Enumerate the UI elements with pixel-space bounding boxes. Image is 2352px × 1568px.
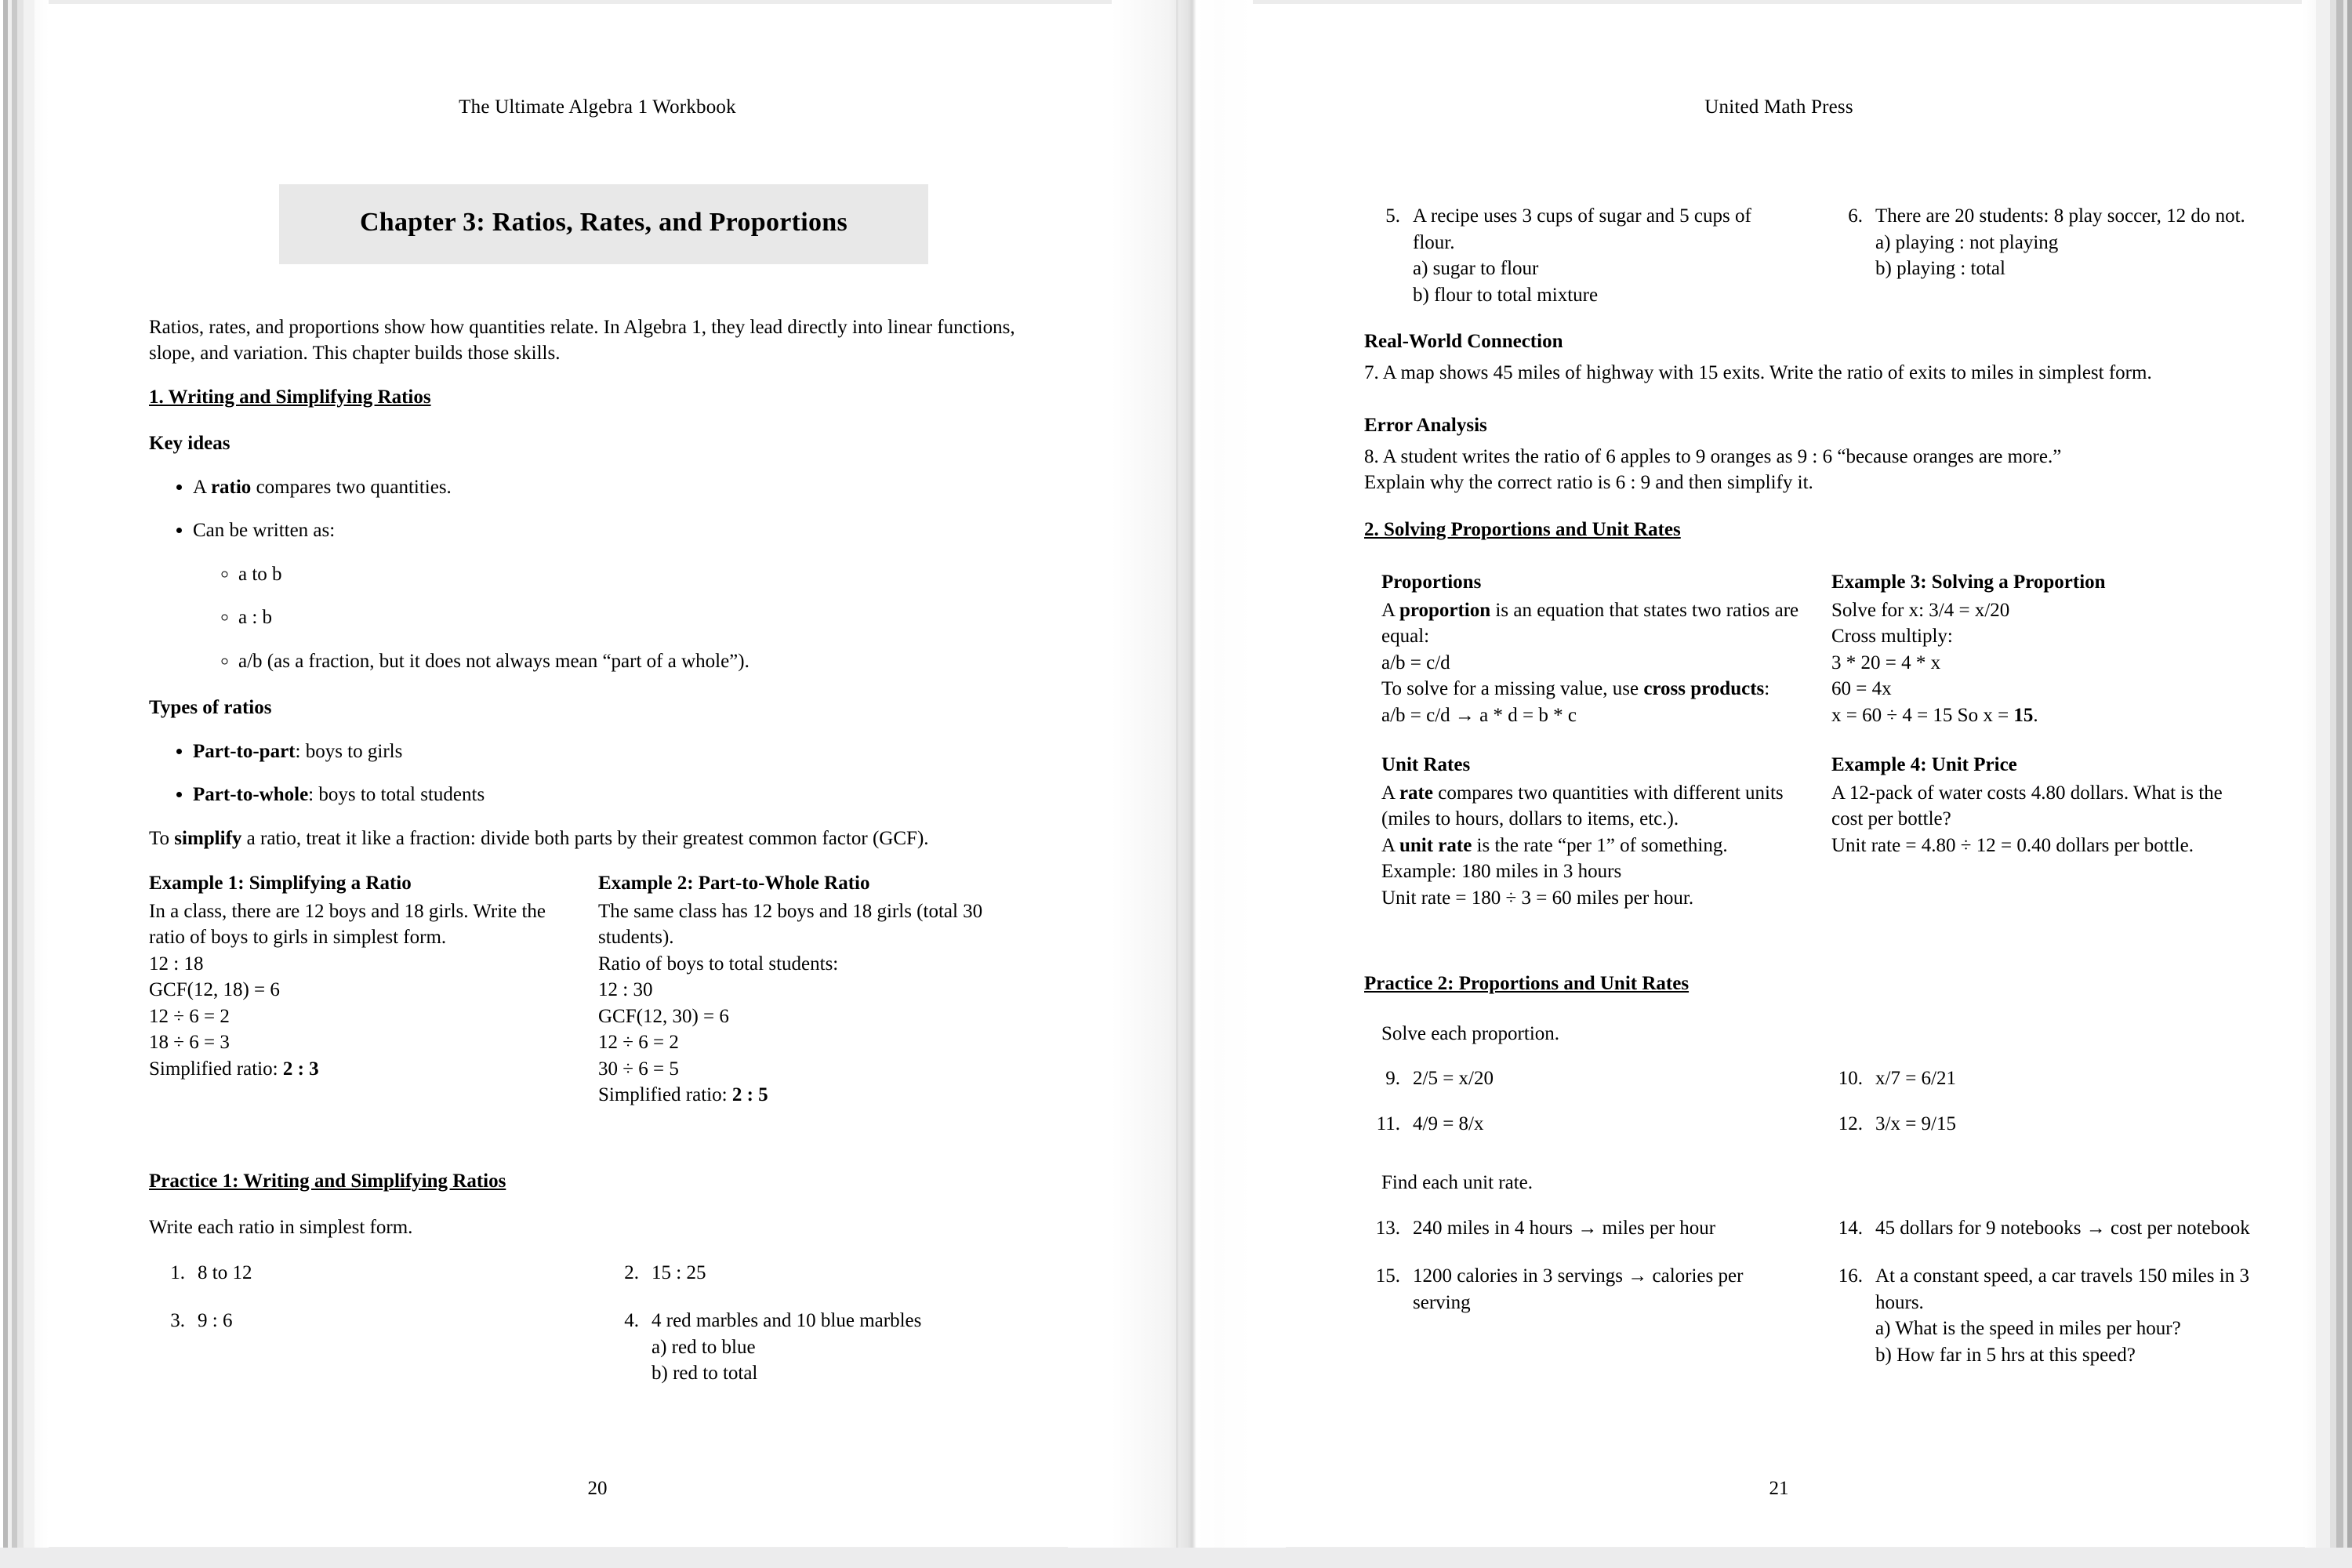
ratio-type-item [193, 782, 1025, 808]
practice-item-text: 4/9 = 8/x [1413, 1112, 1484, 1134]
example-2-line: The same class has 12 boys and 18 girls (total 30 students). [598, 900, 983, 949]
example-3-line: 3 * 20 = 4 * x [1831, 652, 1941, 673]
practice-item-sub: b) flour to total mixture [1413, 284, 1599, 306]
practice-item-text-group [1875, 1263, 2258, 1368]
practice-item [1827, 203, 2258, 308]
practice-item [1364, 203, 1795, 308]
key-idea-item [193, 517, 1025, 674]
practice-1-continued-grid [1364, 203, 2258, 314]
practice-item-text: 15 : 25 [652, 1261, 706, 1283]
example-3-line: Cross multiply: [1831, 626, 1953, 647]
practice-item-text-group [1875, 203, 2258, 308]
practice-item-sub: b) playing : total [1875, 258, 2005, 279]
practice-2-grid-proportions [1364, 1065, 2258, 1143]
ratio-type-2-post: : boys to total students [308, 784, 485, 806]
practice-item-number: 12. [1838, 1112, 1863, 1134]
practice-item-sub: a) red to blue [652, 1336, 756, 1358]
example-2-result-label: Simplified ratio: [598, 1084, 732, 1106]
left-page-number: 20 [587, 1478, 608, 1499]
practice-item-sub: b) red to total [652, 1363, 758, 1385]
spacer [1364, 911, 2258, 953]
simplify-post: a ratio, treat it like a fraction: divide both parts by their greatest common factor (GCF). [241, 827, 929, 849]
practice-item-text: A recipe uses 3 cups of sugar and 5 cups of flour. [1413, 205, 1751, 253]
unit-rates-line-1-pre: A [1381, 782, 1399, 804]
left-page-content [149, 184, 1025, 1393]
practice-item-number: 11. [1376, 1112, 1400, 1134]
practice-item [149, 1308, 572, 1387]
practice-item-sub: b) How far in 5 hrs at this speed? [1875, 1344, 2136, 1366]
practice-item [1364, 1263, 1795, 1368]
desk-surface [0, 1548, 2352, 1568]
unit-rates-line-2-pre: A [1381, 834, 1399, 856]
proportions-line-2: a/b = c/d [1381, 652, 1450, 673]
unit-rates-title: Unit Rates [1381, 754, 1471, 775]
right-page-content [1364, 184, 2258, 1374]
practice-item [1364, 1111, 1795, 1138]
practice-item [603, 1308, 1025, 1387]
proportions-line-3-post: : [1764, 678, 1770, 699]
practice-item [1827, 1263, 2258, 1368]
ratio-type-2-bold: Part-to-whole [193, 784, 309, 806]
ratio-type-1-post: : boys to girls [295, 740, 403, 762]
examples-1-2-row [149, 870, 1025, 1109]
example-4-title: Example 4: Unit Price [1831, 754, 2017, 775]
example-4-block [1831, 752, 2258, 911]
key-idea-2-label: Can be written as: [193, 520, 336, 542]
practice-item-number: 4. [624, 1310, 639, 1332]
error-analysis-heading: Error Analysis [1364, 415, 1487, 436]
practice-item-text-group [1413, 203, 1795, 308]
unit-rates-line-2 [1381, 833, 1808, 859]
types-of-ratios-list [149, 739, 1025, 808]
key-ideas-list [149, 474, 1025, 675]
written-as-item: ◦ a to b [238, 561, 1025, 588]
practice-item-number: 2. [624, 1261, 639, 1283]
key-idea-1-post: compares two quantities. [251, 476, 452, 498]
example-1-title: Example 1: Simplifying a Ratio [149, 873, 412, 895]
key-idea-1-pre: A [193, 476, 211, 498]
simplify-paragraph [149, 826, 1025, 852]
practice-item-text: x/7 = 6/21 [1875, 1068, 1956, 1089]
example-2-line: 12 : 30 [598, 979, 653, 1001]
proportions-line-1-pre: A [1381, 599, 1399, 621]
example-2-line: GCF(12, 30) = 6 [598, 1005, 729, 1027]
proportions-title: Proportions [1381, 572, 1482, 593]
example-1-line: 18 ÷ 6 = 3 [149, 1032, 230, 1054]
written-as-item: ◦ a : b [238, 604, 1025, 631]
practice-item-number: 16. [1838, 1265, 1863, 1287]
example-3-result [1831, 702, 2258, 729]
chapter-title: Chapter 3: Ratios, Rates, and Proportions [359, 208, 848, 237]
example-2-title: Example 2: Part-to-Whole Ratio [598, 873, 870, 895]
practice-item-sub: a) playing : not playing [1875, 231, 2059, 253]
practice-item [1364, 1065, 1795, 1092]
practice-2-heading: Practice 2: Proportions and Unit Rates [1364, 973, 1690, 994]
practice-item [1364, 1215, 1795, 1242]
right-page-number: 21 [1769, 1478, 1789, 1499]
book-gutter [1112, 0, 1253, 1568]
proportions-line-1-bold: proportion [1399, 599, 1491, 621]
example-4-line: A 12-pack of water costs 4.80 dollars. What is the cost per bottle? [1831, 782, 2223, 829]
spacer [1364, 398, 2258, 412]
right-page-edge-stack [2302, 0, 2352, 1568]
types-of-ratios-heading: Types of ratios [149, 697, 272, 719]
proportions-line-4: a/b = c/d → a * d = b * c [1381, 704, 1577, 726]
unit-rates-line-3: Example: 180 miles in 3 hours [1381, 861, 1622, 882]
example-3-line: Solve for x: 3/4 = x/20 [1831, 599, 2010, 621]
practice-item-text: At a constant speed, a car travels 150 miles in 3 hours. [1875, 1265, 2249, 1313]
example-1-line: 12 : 18 [149, 953, 204, 975]
key-idea-1-bold: ratio [210, 476, 252, 498]
example-3-result-pre: x = 60 ÷ 4 = 15 So x = [1831, 704, 2014, 726]
practice-item-number: 13. [1375, 1217, 1400, 1239]
example-1-result [149, 1056, 576, 1083]
practice-item-text: There are 20 students: 8 play soccer, 12 do not. [1875, 205, 2245, 227]
practice-1-heading: Practice 1: Writing and Simplifying Ratios [149, 1170, 506, 1192]
practice-item-number: 5. [1385, 205, 1400, 227]
proportions-block [1381, 569, 1808, 728]
left-running-head: The Ultimate Algebra 1 Workbook [459, 96, 736, 118]
practice-item-text-group [652, 1308, 1025, 1387]
example-2-line: Ratio of boys to total students: [598, 953, 839, 975]
example-1-block [149, 870, 576, 1109]
proportions-example3-row [1364, 569, 2258, 728]
unit-rates-example4-row [1364, 752, 2258, 911]
practice-item-text: 3/x = 9/15 [1875, 1112, 1956, 1134]
example-3-result-post: . [2033, 704, 2038, 726]
example-2-block [598, 870, 1025, 1109]
practice-item-number: 10. [1838, 1068, 1863, 1089]
practice-item-text: 2/5 = x/20 [1413, 1068, 1494, 1089]
practice-item-number: 6. [1848, 205, 1863, 227]
error-analysis-line-2: Explain why the correct ratio is 6 : 9 and then simplify it. [1364, 472, 1813, 493]
example-3-block [1831, 569, 2258, 728]
proportions-line-1 [1381, 597, 1808, 650]
practice-item [149, 1260, 572, 1287]
practice-item-number: 1. [170, 1261, 185, 1283]
spacer [1364, 1143, 2258, 1170]
practice-1-instruction: Write each ratio in simplest form. [149, 1217, 413, 1239]
example-1-line: GCF(12, 18) = 6 [149, 979, 280, 1001]
right-running-head: United Math Press [1704, 96, 1853, 118]
written-as-item: ◦ a/b (as a fraction, but it does not always mean “part of a whole”). [238, 648, 1025, 675]
spacer [1364, 314, 2258, 328]
ratio-type-item [193, 739, 1025, 765]
unit-rates-line-1-post: compares two quantities with different units (miles to hours, dollars to items, etc.). [1381, 782, 1784, 829]
real-world-connection-heading: Real-World Connection [1364, 331, 1563, 352]
spacer [149, 1109, 1025, 1151]
practice-item-text: 4 red marbles and 10 blue marbles [652, 1310, 922, 1332]
example-1-line: In a class, there are 12 boys and 18 girls. Write the ratio of boys to girls in simplest form. [149, 900, 546, 949]
chapter-title-banner [279, 184, 928, 264]
left-page-edge-stack [0, 0, 49, 1568]
example-2-line: 12 ÷ 6 = 2 [598, 1032, 679, 1054]
example-1-line: 12 ÷ 6 = 2 [149, 1005, 230, 1027]
real-world-connection-text: 7. A map shows 45 miles of highway with 15 exits. Write the ratio of exits to miles in simplest form. [1364, 361, 2152, 383]
practice-item [603, 1260, 1025, 1287]
practice-item-number: 3. [170, 1310, 185, 1332]
practice-1-grid [149, 1260, 1025, 1393]
practice-item-sub: a) sugar to flour [1413, 258, 1539, 279]
practice-2-instruction-proportions: Solve each proportion. [1381, 1022, 1560, 1044]
key-idea-item [193, 474, 1025, 501]
example-2-result-value: 2 : 5 [731, 1084, 768, 1106]
practice-item [1827, 1111, 2258, 1138]
practice-item-sub: a) What is the speed in miles per hour? [1875, 1318, 2181, 1339]
example-1-result-label: Simplified ratio: [149, 1058, 283, 1080]
unit-rates-block [1381, 752, 1808, 911]
practice-item-number: 15. [1375, 1265, 1400, 1287]
example-3-line: 60 = 4x [1831, 678, 1892, 699]
section-heading-2: 2. Solving Proportions and Unit Rates [1364, 518, 1681, 540]
unit-rates-line-1-bold: rate [1399, 782, 1433, 804]
example-2-line: 30 ÷ 6 = 5 [598, 1058, 679, 1080]
written-as-list [193, 561, 1025, 675]
proportions-line-1-post: is an equation that states two ratios are equal: [1381, 599, 1799, 647]
simplify-pre: To [149, 827, 175, 849]
example-1-result-value: 2 : 3 [282, 1058, 319, 1080]
ratio-type-1-bold: Part-to-part [193, 740, 296, 762]
practice-2-grid-unit-rates [1364, 1215, 2258, 1375]
proportions-line-3-pre: To solve for a missing value, use [1381, 678, 1644, 699]
practice-item-text: 1200 calories in 3 servings → calories per serving [1413, 1265, 1744, 1313]
practice-item-text: 45 dollars for 9 notebooks → cost per notebook [1875, 1217, 2250, 1239]
example-4-line: Unit rate = 4.80 ÷ 12 = 0.40 dollars per bottle. [1831, 834, 2194, 856]
practice-item-text: 240 miles in 4 hours → miles per hour [1413, 1217, 1716, 1239]
practice-item-text: 8 to 12 [198, 1261, 252, 1283]
practice-item-text: 9 : 6 [198, 1310, 233, 1332]
practice-item [1827, 1065, 2258, 1092]
section-heading-1: 1. Writing and Simplifying Ratios [149, 386, 431, 408]
practice-item-number: 9. [1385, 1068, 1400, 1089]
simplify-bold: simplify [174, 827, 242, 849]
example-3-title: Example 3: Solving a Proportion [1831, 572, 2106, 593]
unit-rates-line-1 [1381, 780, 1808, 833]
error-analysis-line-1: 8. A student writes the ratio of 6 apples to 9 oranges as 9 : 6 “because oranges are more.” [1364, 445, 2062, 467]
practice-item [1827, 1215, 2258, 1242]
example-2-result [598, 1082, 1025, 1109]
unit-rates-line-2-bold: unit rate [1399, 834, 1472, 856]
proportions-line-3 [1381, 676, 1808, 702]
practice-2-instruction-unit-rates: Find each unit rate. [1381, 1172, 1533, 1193]
left-page [49, 4, 1146, 1547]
practice-item-number: 14. [1838, 1217, 1863, 1239]
right-page [1254, 4, 2303, 1547]
chapter-intro-paragraph: Ratios, rates, and proportions show how quantities relate. In Algebra 1, they lead directly into linear functions, slope, and variation. This chapter builds those skills. [149, 316, 1015, 365]
key-ideas-heading: Key ideas [149, 433, 230, 455]
book-spine-line [1176, 0, 1178, 1568]
unit-rates-line-4: Unit rate = 180 ÷ 3 = 60 miles per hour. [1381, 887, 1694, 909]
example-3-result-value: 15 [2013, 704, 2034, 726]
proportions-line-3-bold: cross products [1643, 678, 1765, 699]
unit-rates-line-2-post: is the rate “per 1” of something. [1472, 834, 1728, 856]
